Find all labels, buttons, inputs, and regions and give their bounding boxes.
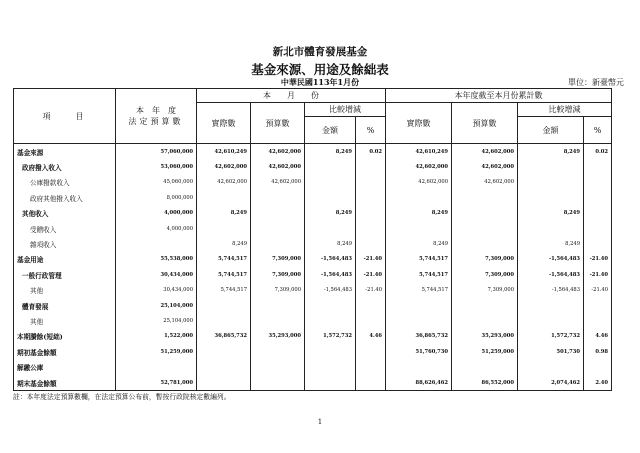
cell-m-act: 5,744,517 — [197, 283, 251, 298]
cell-y-act: 8,249 — [386, 206, 452, 221]
row-label: 一般行政管理 — [14, 267, 116, 282]
cell-m-amt: -1,564,483 — [305, 252, 356, 267]
cell-m-act: 36,865,732 — [197, 329, 251, 344]
cell-m-pct — [356, 159, 386, 174]
cell-y-act — [386, 313, 452, 328]
header-month-budget: 預算數 — [251, 103, 305, 144]
cell-m-amt: -1,564,483 — [305, 267, 356, 282]
cell-y-amt: 8,249 — [518, 144, 584, 160]
cell-m-amt — [305, 359, 356, 374]
cell-budget: 45,060,000 — [116, 175, 197, 190]
cell-y-act: 42,602,000 — [386, 175, 452, 190]
cell-y-pct — [584, 359, 612, 374]
cell-m-bud — [251, 221, 305, 236]
footnote: 註：本年度法定預算數欄，在法定預算公布前，暫按行政院核定數編列。 — [13, 393, 231, 401]
table-row — [14, 329, 612, 344]
row-label: 體育發展 — [14, 298, 116, 313]
cell-m-act — [197, 221, 251, 236]
cell-m-amt: 8,249 — [305, 236, 356, 251]
row-label: 解繳公庫 — [14, 359, 116, 374]
cell-m-pct — [356, 313, 386, 328]
table-row — [14, 190, 612, 205]
cell-m-act: 5,744,517 — [197, 267, 251, 282]
cell-m-bud — [251, 375, 305, 391]
cell-y-amt: 1,572,732 — [518, 329, 584, 344]
header-this-month: 本 月 份 — [197, 89, 386, 103]
cell-y-act: 5,744,517 — [386, 283, 452, 298]
table-row — [14, 375, 612, 391]
cell-m-pct: 0.02 — [356, 144, 386, 160]
cell-y-bud: 7,309,000 — [452, 283, 518, 298]
cell-y-act — [386, 190, 452, 205]
cell-y-pct: -21.40 — [584, 283, 612, 298]
cell-y-act: 42,610,249 — [386, 144, 452, 160]
table-row — [14, 206, 612, 221]
cell-m-act — [197, 375, 251, 391]
cell-y-pct: 0.02 — [584, 144, 612, 160]
cell-budget: 55,538,000 — [116, 252, 197, 267]
table-row — [14, 252, 612, 267]
cell-budget: 53,060,000 — [116, 159, 197, 174]
row-label: 其他 — [14, 313, 116, 328]
cell-y-amt — [518, 221, 584, 236]
cell-m-bud — [251, 359, 305, 374]
report-period: 中華民國113年1月份 — [280, 77, 360, 87]
cell-m-pct — [356, 375, 386, 391]
cell-m-pct — [356, 359, 386, 374]
cell-m-bud — [251, 313, 305, 328]
cell-y-bud — [452, 236, 518, 251]
cell-y-bud: 86,552,000 — [452, 375, 518, 391]
row-label: 期初基金餘額 — [14, 344, 116, 359]
cell-y-pct — [584, 175, 612, 190]
cell-m-amt: 1,572,732 — [305, 329, 356, 344]
header-ytd-budget: 預算數 — [452, 103, 518, 144]
cell-y-amt: 501,730 — [518, 344, 584, 359]
cell-budget: 30,434,000 — [116, 267, 197, 282]
cell-y-bud: 35,293,000 — [452, 329, 518, 344]
table-row — [14, 221, 612, 236]
cell-m-pct — [356, 298, 386, 313]
cell-m-bud — [251, 298, 305, 313]
cell-y-act: 88,626,462 — [386, 375, 452, 391]
cell-budget: 25,104,000 — [116, 298, 197, 313]
cell-m-amt — [305, 159, 356, 174]
cell-m-act: 42,602,000 — [197, 175, 251, 190]
table-row — [14, 159, 612, 174]
header-item: 項 目 — [14, 89, 116, 144]
cell-m-pct — [356, 175, 386, 190]
cell-y-amt: 8,249 — [518, 236, 584, 251]
table-row — [14, 267, 612, 282]
cell-y-act: 5,744,517 — [386, 267, 452, 282]
cell-y-act — [386, 298, 452, 313]
cell-m-amt — [305, 221, 356, 236]
cell-m-amt — [305, 344, 356, 359]
row-label: 基金來源 — [14, 144, 116, 160]
cell-m-bud: 7,309,000 — [251, 252, 305, 267]
cell-budget: 57,060,000 — [116, 144, 197, 160]
row-label: 政府撥入收入 — [14, 159, 116, 174]
cell-y-amt — [518, 175, 584, 190]
cell-y-bud: 42,602,000 — [452, 144, 518, 160]
cell-budget: 4,000,000 — [116, 221, 197, 236]
table-header — [14, 89, 612, 144]
header-annual-budget-line1: 本 年 度 — [136, 106, 176, 115]
cell-m-pct — [356, 206, 386, 221]
cell-y-amt: -1,564,483 — [518, 267, 584, 282]
cell-budget: 1,522,000 — [116, 329, 197, 344]
row-label: 政府其他撥入收入 — [14, 190, 116, 205]
cell-budget: 25,104,000 — [116, 313, 197, 328]
cell-budget: 30,434,000 — [116, 283, 197, 298]
cell-budget: 52,781,000 — [116, 375, 197, 391]
row-label: 本期賸餘(短絀) — [14, 329, 116, 344]
cell-y-pct: -21.40 — [584, 267, 612, 282]
table-row — [14, 175, 612, 190]
cell-m-bud: 7,309,000 — [251, 267, 305, 282]
row-label: 基金用途 — [14, 252, 116, 267]
header-ytd: 本年度截至本月份累計數 — [386, 89, 612, 103]
header-month-compare: 比較增減 — [305, 103, 386, 117]
cell-y-pct — [584, 313, 612, 328]
row-label: 其他收入 — [14, 206, 116, 221]
cell-y-amt: -1,564,483 — [518, 283, 584, 298]
cell-m-act — [197, 313, 251, 328]
financial-table — [13, 88, 612, 391]
table-row — [14, 313, 612, 328]
cell-y-pct: 2.40 — [584, 375, 612, 391]
cell-y-pct: 0.98 — [584, 344, 612, 359]
row-label: 受贈收入 — [14, 221, 116, 236]
cell-m-pct: 4.46 — [356, 329, 386, 344]
header-annual-budget-line2: 法定預算數 — [128, 117, 184, 126]
cell-y-bud — [452, 359, 518, 374]
cell-y-bud — [452, 313, 518, 328]
cell-budget: 8,000,000 — [116, 190, 197, 205]
cell-m-bud: 42,602,000 — [251, 159, 305, 174]
header-annual-budget — [116, 89, 197, 144]
cell-y-act: 8,249 — [386, 236, 452, 251]
currency-unit: 單位：新臺幣元 — [568, 78, 624, 87]
cell-m-act — [197, 359, 251, 374]
cell-y-pct — [584, 190, 612, 205]
cell-m-pct — [356, 344, 386, 359]
cell-m-pct — [356, 236, 386, 251]
cell-m-bud — [251, 344, 305, 359]
cell-m-bud: 42,602,000 — [251, 144, 305, 160]
cell-y-bud — [452, 298, 518, 313]
cell-m-act — [197, 344, 251, 359]
cell-m-bud — [251, 206, 305, 221]
header-month-actual: 實際數 — [197, 103, 251, 144]
cell-m-bud: 7,309,000 — [251, 283, 305, 298]
cell-m-act — [197, 298, 251, 313]
table-row — [14, 344, 612, 359]
cell-y-act: 36,865,732 — [386, 329, 452, 344]
cell-m-amt: 8,249 — [305, 144, 356, 160]
page-number: 1 — [317, 418, 323, 426]
cell-y-act: 51,760,730 — [386, 344, 452, 359]
cell-m-act: 42,610,249 — [197, 144, 251, 160]
cell-y-act: 42,602,000 — [386, 159, 452, 174]
cell-m-amt — [305, 313, 356, 328]
cell-y-amt — [518, 359, 584, 374]
cell-y-bud: 51,259,000 — [452, 344, 518, 359]
cell-y-bud — [452, 190, 518, 205]
cell-y-bud: 7,309,000 — [452, 267, 518, 282]
cell-y-bud — [452, 221, 518, 236]
cell-m-bud — [251, 190, 305, 205]
cell-y-bud: 7,309,000 — [452, 252, 518, 267]
cell-y-pct: 4.46 — [584, 329, 612, 344]
cell-budget — [116, 359, 197, 374]
table-row — [14, 144, 612, 160]
cell-y-pct — [584, 298, 612, 313]
table-body — [14, 144, 612, 391]
cell-y-amt — [518, 298, 584, 313]
table-row — [14, 283, 612, 298]
cell-y-pct — [584, 236, 612, 251]
cell-y-act — [386, 221, 452, 236]
cell-m-bud — [251, 236, 305, 251]
cell-y-amt: 8,249 — [518, 206, 584, 221]
row-label: 雜項收入 — [14, 236, 116, 251]
cell-y-pct — [584, 206, 612, 221]
cell-y-amt — [518, 159, 584, 174]
header-ytd-compare: 比較增減 — [518, 103, 612, 117]
cell-y-amt — [518, 313, 584, 328]
cell-y-amt — [518, 190, 584, 205]
table-row — [14, 298, 612, 313]
cell-m-act: 42,602,000 — [197, 159, 251, 174]
cell-m-bud: 42,602,000 — [251, 175, 305, 190]
cell-m-amt — [305, 298, 356, 313]
cell-y-amt: 2,074,462 — [518, 375, 584, 391]
cell-m-act: 8,249 — [197, 236, 251, 251]
org-name: 新北市體育發展基金 — [272, 46, 368, 58]
cell-budget — [116, 236, 197, 251]
cell-y-amt: -1,564,483 — [518, 252, 584, 267]
cell-m-pct — [356, 190, 386, 205]
row-label: 期末基金餘額 — [14, 375, 116, 391]
row-label: 其他 — [14, 283, 116, 298]
cell-y-pct: -21.40 — [584, 252, 612, 267]
cell-m-pct: -21.40 — [356, 252, 386, 267]
cell-m-pct — [356, 221, 386, 236]
cell-m-pct: -21.40 — [356, 283, 386, 298]
header-month-amount: 金額 — [305, 117, 356, 144]
cell-m-pct: -21.40 — [356, 267, 386, 282]
header-ytd-amount: 金額 — [518, 117, 584, 144]
cell-y-act: 5,744,517 — [386, 252, 452, 267]
table-row — [14, 359, 612, 374]
table-row — [14, 236, 612, 251]
header-ytd-pct: % — [584, 117, 612, 144]
cell-m-amt: 8,249 — [305, 206, 356, 221]
cell-m-amt — [305, 175, 356, 190]
cell-y-bud — [452, 206, 518, 221]
cell-m-amt — [305, 190, 356, 205]
cell-m-act: 5,744,517 — [197, 252, 251, 267]
cell-y-bud: 42,602,000 — [452, 175, 518, 190]
header-ytd-actual: 實際數 — [386, 103, 452, 144]
cell-y-act — [386, 359, 452, 374]
cell-y-pct — [584, 221, 612, 236]
cell-budget: 51,259,000 — [116, 344, 197, 359]
cell-m-act — [197, 190, 251, 205]
header-month-pct: % — [356, 117, 386, 144]
cell-m-amt: -1,564,483 — [305, 283, 356, 298]
cell-m-bud: 35,293,000 — [251, 329, 305, 344]
cell-budget: 4,000,000 — [116, 206, 197, 221]
cell-m-amt — [305, 375, 356, 391]
cell-y-pct — [584, 159, 612, 174]
report-title: 基金來源、用途及餘絀表 — [251, 62, 389, 77]
cell-y-bud: 42,602,000 — [452, 159, 518, 174]
cell-m-act: 8,249 — [197, 206, 251, 221]
row-label: 公庫撥款收入 — [14, 175, 116, 190]
